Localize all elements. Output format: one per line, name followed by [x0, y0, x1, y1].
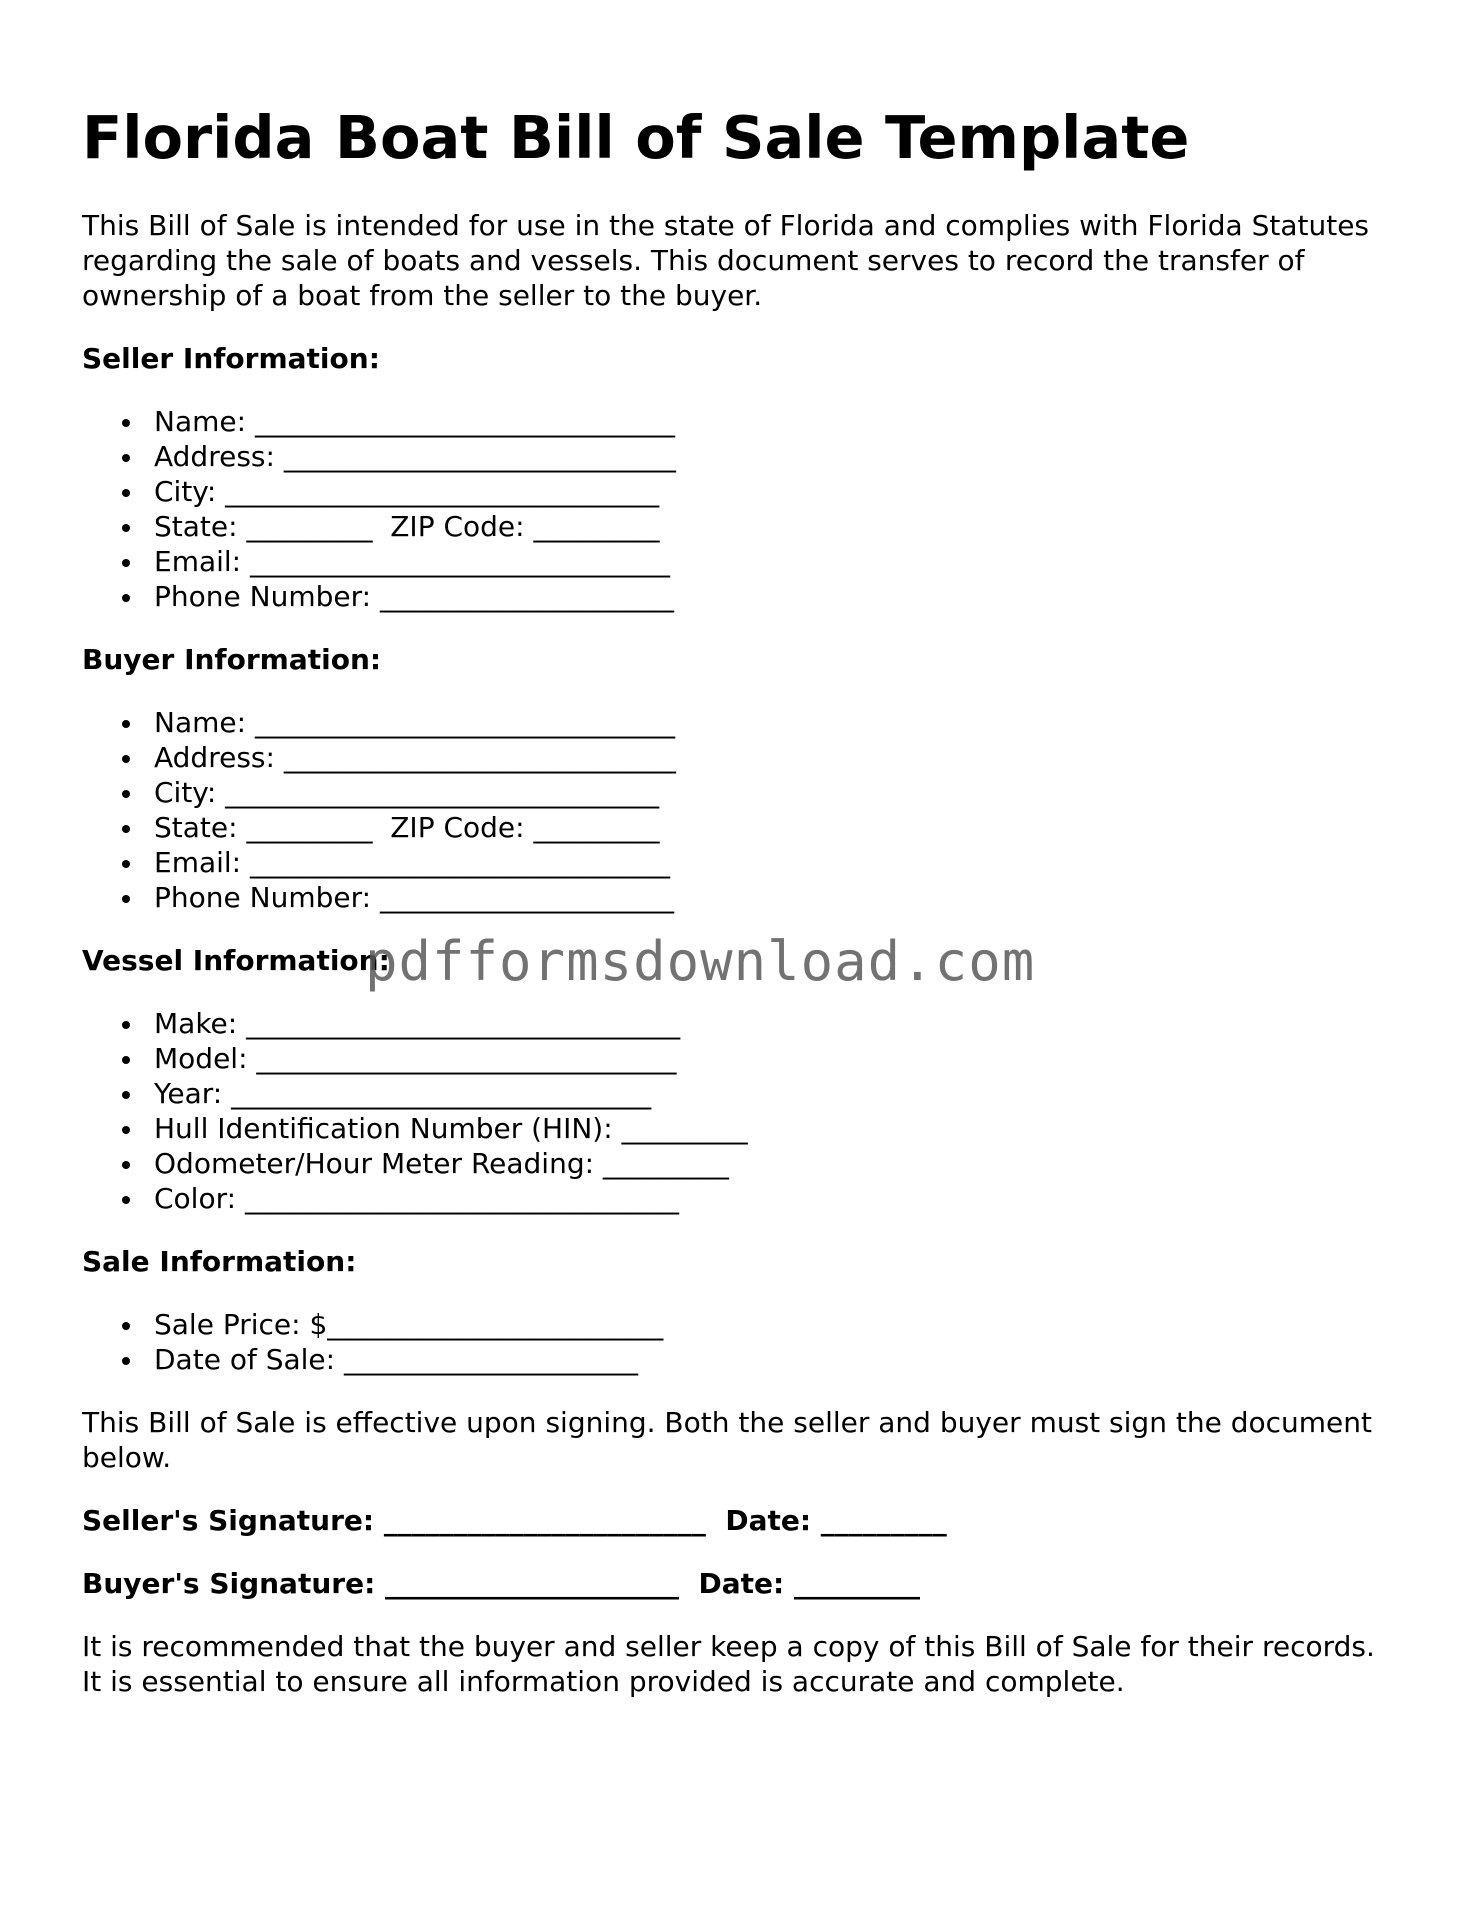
page-title: Florida Boat Bill of Sale Template: [82, 103, 1190, 172]
vessel-year-field[interactable]: Year: ______________________________: [122, 1076, 1402, 1111]
seller-address-field[interactable]: Address: ____________________________: [122, 439, 1402, 474]
vessel-section-heading: Vessel Information:: [82, 944, 390, 977]
buyer-email-field[interactable]: Email: ______________________________: [122, 845, 1402, 880]
vessel-color-field[interactable]: Color: _______________________________: [122, 1181, 1402, 1216]
seller-email-field[interactable]: Email: ______________________________: [122, 544, 1402, 579]
buyer-state-zip-field[interactable]: State: _________ ZIP Code: _________: [122, 810, 1402, 845]
seller-name-field[interactable]: Name: ______________________________: [122, 404, 1402, 439]
seller-section-heading: Seller Information:: [82, 342, 380, 375]
buyer-city-field[interactable]: City: _______________________________: [122, 775, 1402, 810]
vessel-model-field[interactable]: Model: ______________________________: [122, 1041, 1402, 1076]
closing-note: It is recommended that the buyer and seller keep a copy of this Bill of Sale for their records. It is essential to ensure all information provided is accurate and complete.: [82, 1630, 1375, 1698]
sale-date-field[interactable]: Date of Sale: _____________________: [122, 1342, 1402, 1377]
vessel-fields-list: [82, 1006, 1402, 1216]
effective-note: This Bill of Sale is effective upon signing. Both the seller and buyer must sign the document below.: [82, 1406, 1372, 1474]
sale-fields-list: [82, 1307, 1402, 1377]
seller-city-field[interactable]: City: _______________________________: [122, 474, 1402, 509]
sale-price-field[interactable]: Sale Price: $________________________: [122, 1307, 1402, 1342]
buyer-phone-field[interactable]: Phone Number: _____________________: [122, 880, 1402, 915]
buyer-fields-list: [82, 705, 1402, 915]
buyer-section-heading: Buyer Information:: [82, 643, 382, 676]
vessel-make-field[interactable]: Make: _______________________________: [122, 1006, 1402, 1041]
vessel-meter-reading-field[interactable]: Odometer/Hour Meter Reading: _________: [122, 1146, 1402, 1181]
seller-fields-list: [82, 404, 1402, 614]
seller-signature-line[interactable]: Seller's Signature: _______________________ Date: _________: [82, 1504, 947, 1537]
seller-state-zip-field[interactable]: State: _________ ZIP Code: _________: [122, 509, 1402, 544]
seller-phone-field[interactable]: Phone Number: _____________________: [122, 579, 1402, 614]
buyer-name-field[interactable]: Name: ______________________________: [122, 705, 1402, 740]
vessel-hin-field[interactable]: Hull Identification Number (HIN): _________: [122, 1111, 1402, 1146]
bill-of-sale-document: [82, 100, 1402, 1699]
buyer-signature-line[interactable]: Buyer's Signature: _____________________ Date: _________: [82, 1567, 920, 1600]
buyer-address-field[interactable]: Address: ____________________________: [122, 740, 1402, 775]
watermark-text: pdfformsdownload.com: [365, 930, 1036, 993]
intro-paragraph: This Bill of Sale is intended for use in the state of Florida and complies with Florida Statutes regarding the sale of boats and vessels. This document serves to record the transfer of ownership of a boat from the seller to the buyer.: [82, 209, 1370, 312]
sale-section-heading: Sale Information:: [82, 1245, 357, 1278]
